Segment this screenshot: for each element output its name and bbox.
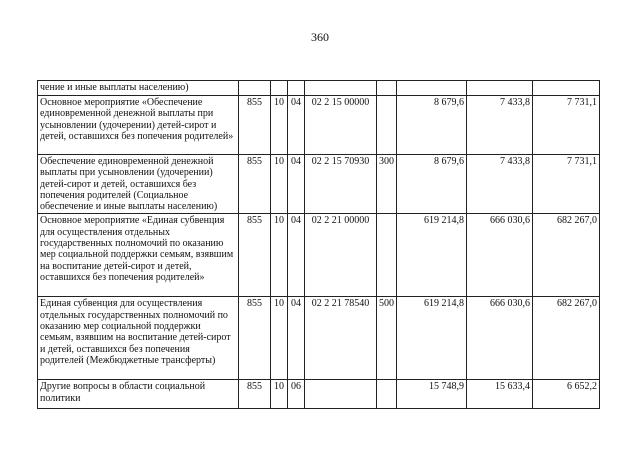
row-name: Единая субвенция для осуществления отдельных государственных полномочий по оказанию мер социальной поддержки семьям, взявшим на воспитание детей-сирот и детей, оставшихся без попечения родителей (Межбюджетные трансферты): [38, 297, 239, 380]
amount-year-1: 619 214,8: [397, 214, 467, 297]
amount-year-2: 15 633,4: [467, 380, 533, 409]
row-name: Основное мероприятие «Единая субвенция для осуществления отдельных государственных полномочий по оказанию мер социальной поддержки семьям, взявшим на воспитание детей-сирот и детей, оставшихся без попечения родителей»: [38, 214, 239, 297]
ministry-code: 855: [239, 380, 271, 409]
table-row: [38, 297, 600, 380]
section-code: 10: [271, 380, 288, 409]
amount-year-1: 8 679,6: [397, 155, 467, 214]
subsection-code: 04: [288, 297, 305, 380]
subsection-code: [288, 81, 305, 96]
amount-year-3: [533, 81, 600, 96]
target-article: [305, 81, 377, 96]
amount-year-2: 7 433,8: [467, 96, 533, 155]
page-number: 360: [311, 30, 329, 44]
table-row: [38, 214, 600, 297]
row-name: Основное мероприятие «Обеспечение единовременной денежной выплаты при усыновлении (удочерении) детей-сирот и детей, оставшихся без попечения родителей»: [38, 96, 239, 155]
subsection-code: 04: [288, 96, 305, 155]
amount-year-3: 7 731,1: [533, 155, 600, 214]
subsection-code: 06: [288, 380, 305, 409]
section-code: 10: [271, 214, 288, 297]
target-article: 02 2 21 78540: [305, 297, 377, 380]
ministry-code: 855: [239, 297, 271, 380]
section-code: [271, 81, 288, 96]
amount-year-2: 666 030,6: [467, 297, 533, 380]
target-article: 02 2 15 70930: [305, 155, 377, 214]
ministry-code: 855: [239, 155, 271, 214]
expense-type: [377, 81, 397, 96]
amount-year-1: 8 679,6: [397, 96, 467, 155]
ministry-code: 855: [239, 96, 271, 155]
target-article: [305, 380, 377, 409]
amount-year-3: 682 267,0: [533, 214, 600, 297]
amount-year-2: 7 433,8: [467, 155, 533, 214]
table-row: [38, 380, 600, 409]
row-name: Обеспечение единовременной денежной выплаты при усыновлении (удочерении) детей-сирот и детей, оставшихся без попечения родителей (Социальное обеспечение и иные выплаты населению): [38, 155, 239, 214]
amount-year-2: 666 030,6: [467, 214, 533, 297]
row-name: чение и иные выплаты населению): [38, 81, 239, 96]
subsection-code: 04: [288, 155, 305, 214]
section-code: 10: [271, 96, 288, 155]
expense-type: [377, 380, 397, 409]
expense-type: [377, 96, 397, 155]
section-code: 10: [271, 155, 288, 214]
expense-type: [377, 214, 397, 297]
table-row: [38, 96, 600, 155]
table-row: [38, 81, 600, 96]
target-article: 02 2 21 00000: [305, 214, 377, 297]
expense-type: 300: [377, 155, 397, 214]
amount-year-3: 7 731,1: [533, 96, 600, 155]
amount-year-3: 6 652,2: [533, 380, 600, 409]
amount-year-2: [467, 81, 533, 96]
ministry-code: [239, 81, 271, 96]
amount-year-1: [397, 81, 467, 96]
amount-year-3: 682 267,0: [533, 297, 600, 380]
amount-year-1: 15 748,9: [397, 380, 467, 409]
subsection-code: 04: [288, 214, 305, 297]
row-name: Другие вопросы в области социальной политики: [38, 380, 239, 409]
ministry-code: 855: [239, 214, 271, 297]
expense-type: 500: [377, 297, 397, 380]
amount-year-1: 619 214,8: [397, 297, 467, 380]
target-article: 02 2 15 00000: [305, 96, 377, 155]
budget-table: [37, 80, 600, 409]
table-row: [38, 155, 600, 214]
section-code: 10: [271, 297, 288, 380]
